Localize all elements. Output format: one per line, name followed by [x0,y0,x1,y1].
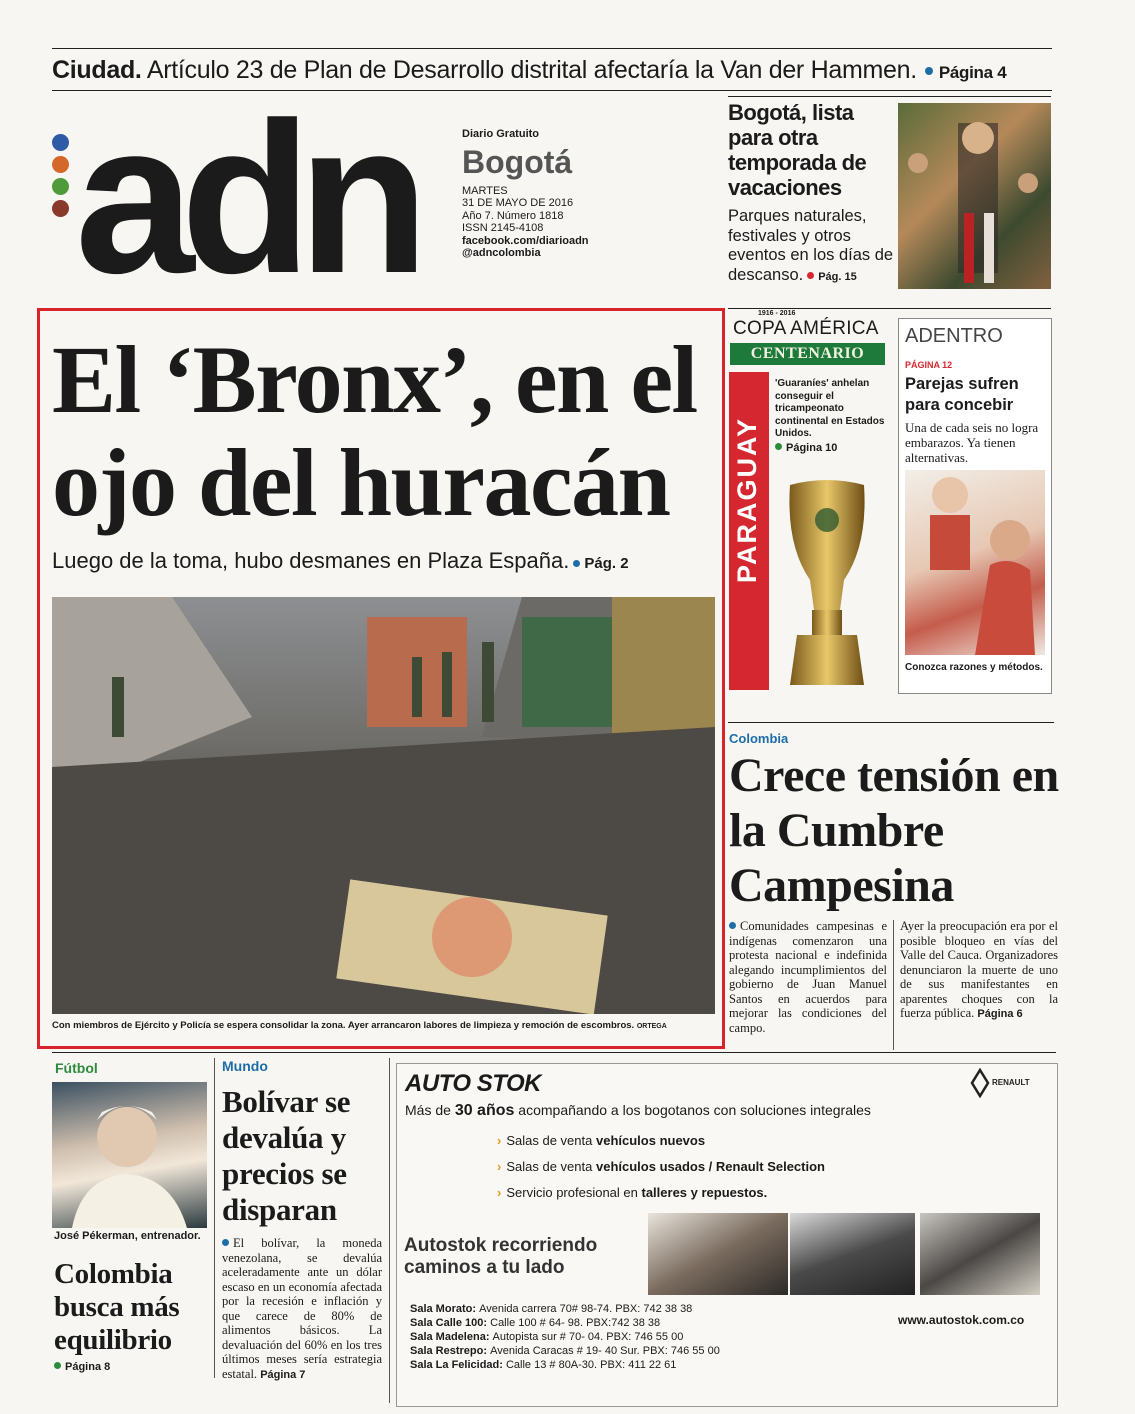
bullet-icon [54,1362,61,1369]
ad-location [410,1302,720,1316]
trophy-icon [772,475,882,690]
copa-years: 1916 - 2016 [758,310,796,317]
ad-service-bold: talleres y repuestos. [641,1185,768,1200]
ad-location-name: Sala Morato: [410,1303,477,1315]
adentro-photo [905,470,1045,655]
dot-icon [52,156,69,173]
ad-location-info: Avenida carrera 70# 98-74. PBX: 742 38 38 [479,1303,693,1315]
adentro-title[interactable]: Parejas sufren para concebir [905,375,1019,414]
chevron-right-icon: › [497,1133,502,1148]
teaser-rule [728,96,1051,97]
ad-driver-photo [920,1213,1040,1295]
dot-icon [52,178,69,195]
ad-service-pre: Salas de venta [506,1133,593,1148]
chevron-right-icon: › [497,1185,502,1200]
ad-location [410,1316,720,1330]
lead-subhead-text: Luego de la toma, hubo desmanes en Plaza España. [52,548,570,573]
ad-tagline-pre: Más de [405,1102,451,1118]
colombia-page: Página 6 [977,1008,1023,1020]
bullet-icon [222,1239,229,1246]
autostok-logo: AUTO STOK [405,1070,541,1097]
ad-slogan: Autostok recorriendo caminos a tu lado [404,1235,598,1278]
top-strip-section: Ciudad. [52,56,142,84]
ad-location-name: Sala Calle 100: [410,1317,488,1329]
ad-service-bold: vehículos nuevos [595,1133,706,1148]
colombia-rule [728,722,1054,723]
masthead-twitter: @adncolombia [462,247,541,259]
copa-page [775,442,837,454]
ad-tagline [405,1102,871,1120]
adentro-page: PÁGINA 12 [905,360,953,370]
masthead-city: Bogotá [462,143,573,180]
col-divider [893,920,894,1050]
dot-icon [52,200,69,217]
bullet-icon [925,67,933,75]
lead-headline[interactable]: El ‘Bronx’, en el ojo del huracán [52,326,697,536]
lead-photo [52,597,715,1014]
logo-dots [52,134,69,222]
bottom-divider-2 [389,1058,390,1403]
futbol-caption: José Pékerman, entrenador. [54,1230,201,1242]
ad-location-name: Sala Restrepo: [410,1345,488,1357]
teaser-body [728,207,898,287]
colombia-headline[interactable]: Crece tensión en la Cumbre Campesina [729,749,1059,912]
ad-services [497,1128,825,1206]
top-rule [52,48,1052,49]
ad-service-item [497,1154,825,1180]
bullet-icon [807,272,814,279]
ad-location-info: Autopista sur # 70- 04. PBX: 746 55 00 [492,1331,684,1343]
mundo-headline[interactable]: Bolívar se devalúa y precios se disparan [222,1084,351,1227]
bottom-rule [52,1052,1056,1053]
futbol-kicker: Fútbol [55,1060,98,1076]
copa-page-text: Página 10 [786,442,838,454]
copa-rule [728,308,1051,309]
masthead-date: 31 DE MAYO DE 2016 [462,197,574,209]
adn-logo: adn [75,77,416,318]
mundo-body-text: El bolívar, la moneda venezolana, se devalúa aceleradamente ante un dólar escaso en un economía afectada por la recesión e inflación y que carece de 80% de alimentos básicos. La devaluación del 60% en los tres últimos meses sería estrategia estatal. [222,1236,382,1381]
lead-subhead [52,548,712,574]
colombia-kicker: Colombia [729,731,789,746]
ad-url[interactable]: www.autostok.com.co [898,1313,1025,1327]
ad-service-bold: vehículos usados / Renault Selection [595,1159,825,1174]
teaser-title[interactable]: Bogotá, lista para otra temporada de vacaciones [728,100,867,200]
ad-location [410,1358,720,1372]
futbol-page-text: Página 8 [65,1361,111,1373]
masthead-kicker: Diario Gratuito [462,128,540,140]
bullet-icon [573,560,580,567]
dot-icon [52,134,69,151]
ad-workshop-photo [790,1213,915,1295]
colombia-col1 [729,919,887,1035]
teaser-photo [898,103,1051,289]
lead-caption-text: Con miembros de Ejército y Policía se espera consolidar la zona. Ayer arrancaron labores de limpieza y remoción de escombros. [52,1020,635,1031]
masthead-facebook: facebook.com/diarioadn [462,234,589,247]
pekerman-photo [52,1082,207,1228]
ad-location [410,1344,720,1358]
mundo-page: Página 7 [260,1368,306,1381]
ad-tagline-post: acompañando a los bogotanos con soluciones integrales [518,1102,871,1118]
adentro-label: ADENTRO [905,325,1003,347]
ad-location [410,1330,720,1344]
teaser-page: Pág. 15 [818,270,857,283]
renault-diamond-icon [972,1070,988,1096]
lead-page: Pág. 2 [584,555,629,572]
ad-location-name: Sala Madelena: [410,1331,490,1343]
top-strip-page: Página 4 [938,63,1007,82]
bullet-icon [729,922,736,929]
adentro-body: Una de cada seis no logra embarazos. Ya tienen alternativas. [905,420,1039,465]
futbol-headline[interactable]: Colombia busca más equilibrio [54,1258,180,1356]
ad-service-pre: Servicio profesional en [506,1185,638,1200]
adentro-caption: Conozca razones y métodos. [905,662,1043,673]
photo-credit: ORTEGA [636,1023,667,1030]
teaser-text: Parques naturales, festivales y otros eventos en los días de descanso. [728,207,894,284]
ad-location-name: Sala La Felicidad: [410,1359,503,1371]
renault-logo [968,1068,1034,1098]
mundo-kicker: Mundo [222,1058,268,1074]
ad-family-photo [648,1213,788,1295]
masthead-issue: Año 7. Número 1818 [462,209,564,222]
copa-title: COPA AMÉRICA [733,318,879,339]
ad-service-pre: Salas de venta [506,1159,593,1174]
colombia-col2-text: Ayer la preocupación era por el posible bloqueo en vías del Valle del Cauca. Organizadores denunciaron la muerte de uno de sus manifestantes en aparentes choques con la fuerza pública. [900,919,1058,1020]
ad-location-info: Calle 100 # 64- 98. PBX:742 38 38 [490,1317,661,1329]
ad-location-info: Calle 13 # 80A-30. PBX: 411 22 61 [505,1359,677,1371]
ad-locations [410,1302,720,1372]
mundo-body [222,1236,382,1382]
ad-service-item [497,1128,825,1154]
futbol-page [54,1361,110,1373]
masthead-info [462,128,632,260]
masthead-issn: ISSN 2145-4108 [462,222,544,234]
colombia-col2 [900,919,1058,1022]
ad-location-info: Avenida Caracas # 19- 40 Sur. PBX: 746 55 00 [490,1345,720,1357]
top-strip-text: Artículo 23 de Plan de Desarrollo distrital afectaría la Van der Hammen. [146,56,917,84]
bullet-icon [775,443,782,450]
chevron-right-icon: › [497,1159,502,1174]
lead-caption [52,1020,717,1031]
ad-tagline-years: 30 años [454,1102,515,1119]
copa-centenario: CENTENARIO [730,343,885,365]
ad-service-item [497,1180,825,1206]
copa-text: 'Guaraníes' anhelan conseguir el tricampeonato continental en Estados Unidos. [775,378,885,439]
renault-text: RENAULT [992,1078,1030,1087]
paraguay-text: PARAGUAY [732,416,763,584]
paraguay-band-label [726,390,772,610]
colombia-col1-text: Comunidades campesinas e indígenas comenzaron una protesta nacional e indefinida alegando incumplimientos del gobierno de Juan Manuel Santos en acuerdos para mejorar las condiciones del campo. [729,919,887,1035]
masthead-day: MARTES [462,184,508,197]
bottom-divider-1 [214,1058,215,1378]
